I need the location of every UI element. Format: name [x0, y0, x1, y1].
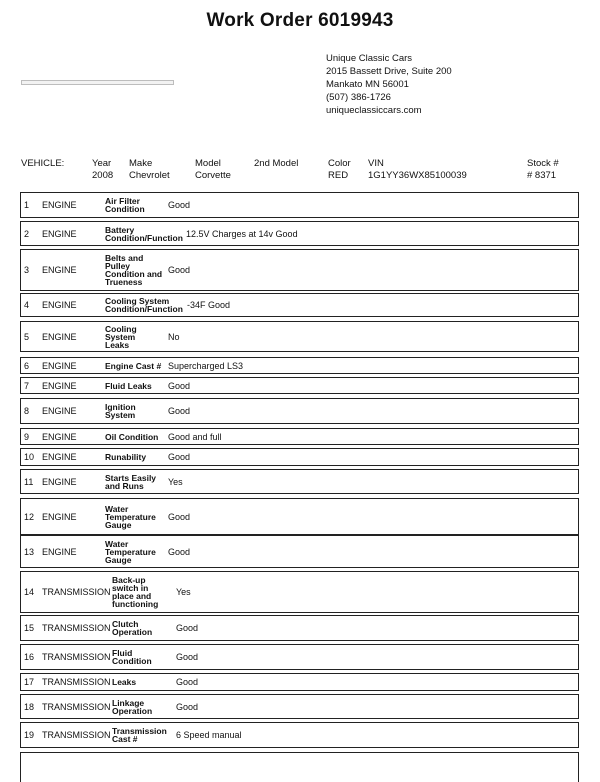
- vehicle-year: [92, 158, 113, 182]
- row-category: TRANSMISSION: [42, 701, 111, 712]
- table-row: [20, 249, 579, 291]
- table-row: [20, 192, 579, 218]
- vehicle-vin-value: 1G1YY36WX85100039: [368, 170, 467, 181]
- row-number: 17: [24, 677, 35, 687]
- row-value: 6 Speed manual: [176, 730, 242, 740]
- row-value: Good: [176, 623, 199, 633]
- row-number: 13: [24, 546, 35, 557]
- table-row: [20, 293, 579, 317]
- row-label: Cooling System Condition/Function: [105, 296, 183, 314]
- row-number: 3: [24, 265, 30, 275]
- table-row: [20, 357, 579, 374]
- row-value: Good: [168, 452, 191, 462]
- row-label: Belts and Pulley Condition and Trueness: [105, 253, 163, 287]
- company-address-line1: 2015 Bassett Drive, Suite 200: [326, 66, 452, 77]
- row-category: ENGINE: [42, 380, 77, 391]
- company-name: Unique Classic Cars: [326, 53, 413, 64]
- row-value: Good: [168, 265, 191, 275]
- row-category: ENGINE: [42, 300, 77, 310]
- page-title: Work Order 6019943: [206, 10, 394, 31]
- vehicle-color-label: Color: [328, 158, 351, 169]
- row-label: Starts Easily and Runs: [105, 472, 157, 491]
- vehicle-stock-label: Stock #: [527, 158, 559, 169]
- vehicle-color-value: RED: [328, 170, 349, 181]
- table-row-partial: [20, 752, 579, 782]
- row-label: Fluid Condition: [112, 648, 152, 666]
- row-value: Good: [176, 652, 199, 662]
- row-category: ENGINE: [42, 228, 77, 239]
- row-value: Yes: [168, 476, 183, 487]
- vehicle-stock: [527, 158, 559, 182]
- row-category: ENGINE: [42, 200, 77, 210]
- row-number: 9: [24, 431, 30, 442]
- row-category: TRANSMISSION: [42, 652, 111, 662]
- row-label: Oil Condition: [105, 431, 159, 442]
- row-category: TRANSMISSION: [42, 623, 111, 633]
- vehicle-stock-value: # 8371: [527, 170, 557, 181]
- row-number: 6: [24, 360, 30, 371]
- row-number: 12: [24, 511, 35, 522]
- row-category: ENGINE: [42, 331, 77, 342]
- row-value: Good: [168, 546, 191, 557]
- vehicle-make-value: Chevrolet: [129, 170, 170, 181]
- company-address-line2: Mankato MN 56001: [326, 79, 409, 90]
- table-row: [20, 644, 579, 670]
- row-category: ENGINE: [42, 546, 77, 557]
- row-value: Good and full: [168, 431, 222, 442]
- row-number: 14: [24, 587, 35, 597]
- row-number: 8: [24, 406, 30, 416]
- table-row: [20, 448, 579, 466]
- row-category: ENGINE: [42, 406, 77, 416]
- row-label: Fluid Leaks: [105, 380, 152, 391]
- row-value: Good: [168, 380, 191, 391]
- row-value: Supercharged LS3: [168, 360, 244, 371]
- table-row: [20, 428, 579, 445]
- row-label: Back-up switch in place and functioning: [112, 575, 159, 609]
- vehicle-2nd-model-label: 2nd Model: [254, 158, 299, 169]
- vehicle-make: [129, 158, 170, 182]
- row-number: 4: [24, 300, 30, 310]
- vehicle-model: [195, 158, 231, 182]
- row-category: TRANSMISSION: [42, 677, 111, 687]
- table-row: [20, 321, 579, 352]
- vehicle-vin-label: VIN: [368, 158, 384, 169]
- vehicle-year-label: Year: [92, 158, 112, 169]
- row-value: Yes: [176, 587, 191, 597]
- row-number: 5: [24, 331, 30, 342]
- row-number: 19: [24, 730, 35, 740]
- vehicle-model-value: Corvette: [195, 170, 231, 181]
- vehicle-vin: [368, 158, 467, 182]
- row-category: ENGINE: [42, 360, 77, 371]
- row-category: ENGINE: [42, 476, 77, 487]
- row-category: ENGINE: [42, 452, 77, 462]
- row-value: Good: [176, 677, 199, 687]
- row-label: Ignition System: [105, 402, 136, 420]
- table-row: [20, 571, 579, 613]
- table-row: [20, 535, 579, 568]
- row-label: Clutch Operation: [112, 619, 153, 637]
- vehicle-model-label: Model: [195, 158, 221, 169]
- table-row: [20, 469, 579, 494]
- table-row: [20, 722, 579, 748]
- row-category: ENGINE: [42, 431, 77, 442]
- row-number: 1: [24, 200, 30, 210]
- table-row: [20, 377, 579, 394]
- row-value: Good: [176, 701, 199, 712]
- row-value: Good: [168, 511, 191, 522]
- company-address: [326, 52, 452, 117]
- row-value: Good: [168, 200, 191, 210]
- row-number: 7: [24, 380, 30, 391]
- row-value: Good: [168, 406, 191, 416]
- row-number: 10: [24, 452, 35, 462]
- row-label: Transmission Cast #: [112, 726, 167, 744]
- vehicle-label: VEHICLE:: [21, 158, 65, 169]
- logo-placeholder: [21, 80, 174, 85]
- vehicle-2nd-model: [254, 158, 298, 170]
- vehicle-make-label: Make: [129, 158, 153, 169]
- row-label: Linkage Operation: [112, 697, 153, 716]
- vehicle-color: [328, 158, 351, 182]
- row-label: Engine Cast #: [105, 360, 162, 371]
- table-row: [20, 694, 579, 719]
- row-category: ENGINE: [42, 265, 77, 275]
- row-label: Water Temperature Gauge: [105, 503, 156, 530]
- table-row: [20, 221, 579, 246]
- row-number: 11: [24, 476, 34, 487]
- row-number: 2: [24, 228, 30, 239]
- table-row: [20, 673, 579, 691]
- row-label: Water Temperature Gauge: [105, 538, 156, 565]
- row-label: Cooling System Leaks: [105, 323, 137, 350]
- row-value: No: [168, 331, 180, 342]
- row-number: 15: [24, 623, 35, 633]
- row-number: 16: [24, 652, 35, 662]
- company-website: uniqueclassiccars.com: [326, 105, 422, 116]
- row-category: ENGINE: [42, 511, 77, 522]
- row-value: -34F Good: [187, 300, 231, 310]
- row-label: Air Filter Condition: [105, 196, 145, 214]
- row-category: TRANSMISSION: [42, 730, 111, 740]
- row-value: 12.5V Charges at 14v Good: [186, 228, 298, 239]
- row-label: Runability: [105, 452, 147, 462]
- row-category: TRANSMISSION: [42, 587, 111, 597]
- vehicle-year-value: 2008: [92, 170, 114, 181]
- company-phone: (507) 386-1726: [326, 92, 391, 103]
- table-row: [20, 498, 579, 535]
- table-row: [20, 615, 579, 641]
- row-label: Battery Condition/Function: [105, 224, 183, 243]
- row-number: 18: [24, 701, 35, 712]
- table-row: [20, 398, 579, 424]
- row-label: Leaks: [112, 677, 137, 687]
